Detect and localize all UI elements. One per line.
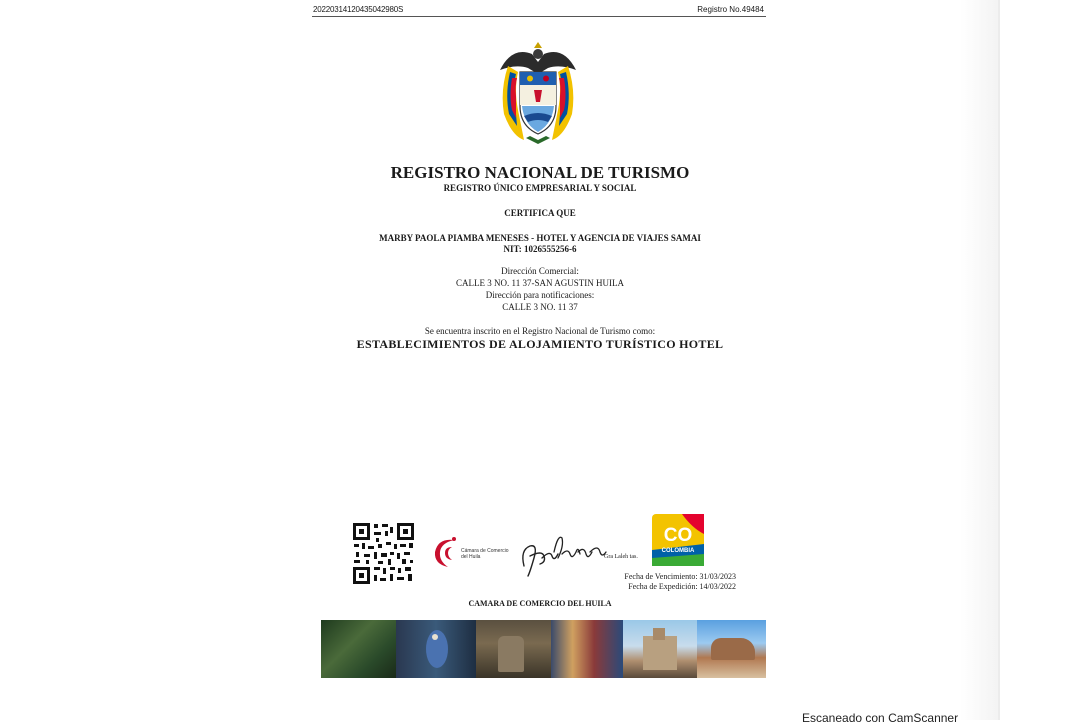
- category: ESTABLECIMIENTOS DE ALOJAMIENTO TURÍSTICO HOTEL: [356, 337, 724, 351]
- ccm-name: [461, 548, 523, 560]
- certifica-que: CERTIFICA QUE: [504, 208, 576, 218]
- certificate-subtitle: REGISTRO ÚNICO EMPRESARIAL Y SOCIAL: [443, 183, 637, 193]
- scanner-watermark: Escaneado con CamScanner: [802, 711, 959, 725]
- photo-cathedral: [623, 620, 697, 678]
- coat-of-arms-icon: [490, 40, 586, 144]
- colombia-co-logo-icon: [652, 514, 704, 566]
- co-logo-subtext: COLOMBIA: [661, 548, 695, 554]
- notificaciones-value: CALLE 3 NO. 11 37: [502, 302, 578, 312]
- scan-edge: [998, 0, 1000, 720]
- signature-text: Gra Laleh tas.: [604, 554, 638, 560]
- co-logo-text: CO: [663, 525, 693, 546]
- photo-street: [551, 620, 623, 678]
- signature: [518, 528, 638, 578]
- photo-forest: [321, 620, 396, 678]
- scan-shadow: [960, 0, 1000, 720]
- dates-block: [612, 572, 736, 592]
- photo-canyon: [697, 620, 766, 678]
- direccion-label: Dirección Comercial:: [501, 266, 579, 276]
- header-bar: [312, 4, 766, 17]
- qr-code-icon: [352, 522, 415, 585]
- document-code: 20220314120435042980S: [313, 5, 404, 14]
- photo-statues: [476, 620, 551, 678]
- tourism-photo-strip: [321, 620, 766, 678]
- ccm-name-line2: del Huila: [461, 554, 481, 560]
- expiry-date: Fecha de Vencimiento: 31/03/2023: [624, 572, 736, 581]
- certificate-page: [312, 0, 768, 700]
- ccm-logo-icon: [430, 534, 462, 570]
- certificate-title: REGISTRO NACIONAL DE TURISMO: [390, 163, 690, 182]
- ccm-name-line1: Cámara de Comercio: [461, 548, 509, 554]
- nit-number: NIT: 1026555256-6: [503, 244, 577, 254]
- chamber-name: CAMARA DE COMERCIO DEL HUILA: [468, 599, 612, 608]
- direccion-value: CALLE 3 NO. 11 37-SAN AGUSTIN HUILA: [456, 278, 624, 288]
- issue-date: Fecha de Expedición: 14/03/2022: [628, 582, 736, 591]
- photo-bird: [396, 620, 476, 678]
- holder-name: MARBY PAOLA PIAMBA MENESES - HOTEL Y AGENCIA DE VIAJES SAMAI: [379, 233, 701, 243]
- inscrito-label: Se encuentra inscrito en el Registro Nacional de Turismo como:: [424, 326, 656, 336]
- notificaciones-label: Dirección para notificaciones:: [485, 290, 595, 300]
- registration-number: Registro No.49484: [697, 5, 764, 14]
